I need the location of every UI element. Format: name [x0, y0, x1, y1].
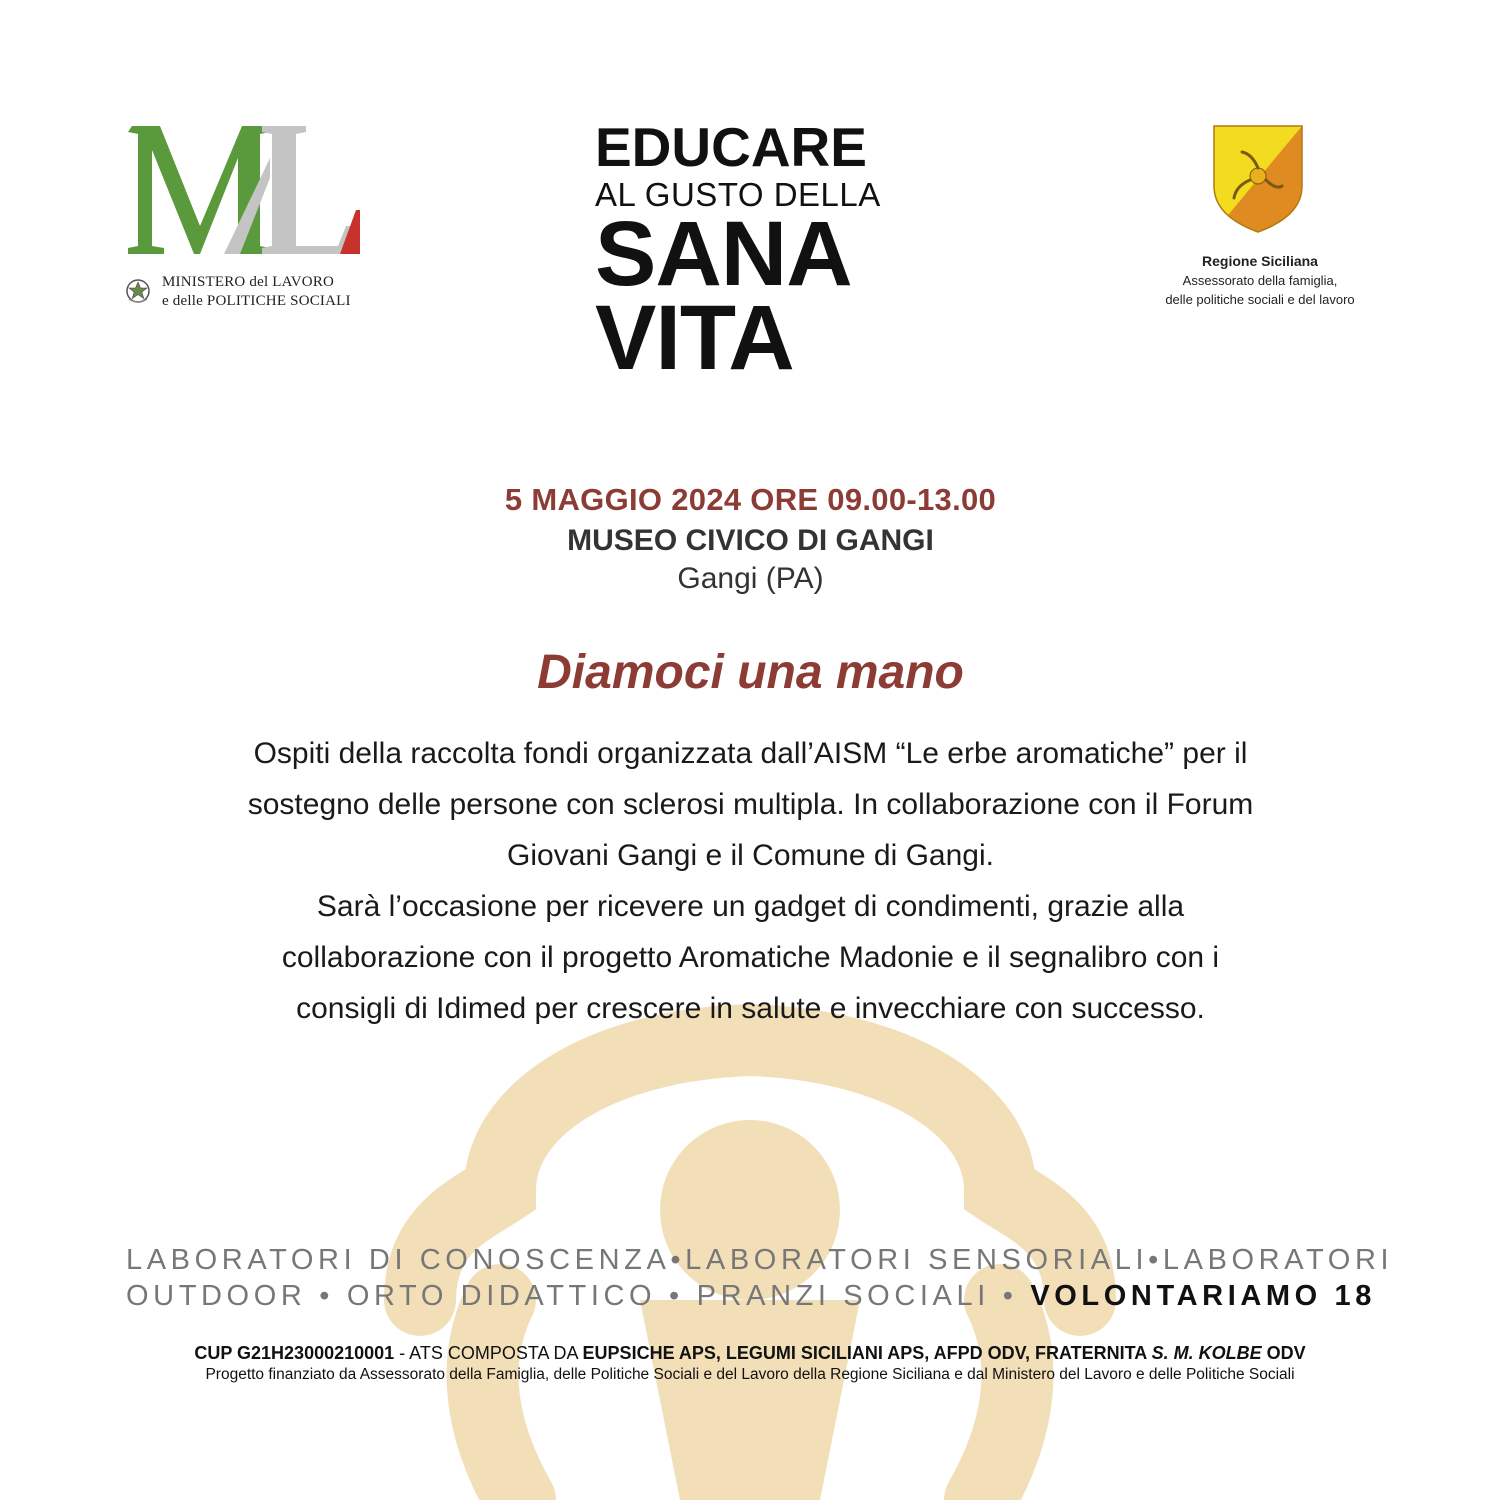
- description-line: sostegno delle persone con sclerosi multipla. In collaborazione con il Forum: [247, 788, 1254, 821]
- event-subtitle: Diamoci una mano: [537, 646, 964, 699]
- regione-line-3: delle politiche sociali e del lavoro: [1165, 292, 1355, 307]
- activity-item-highlight: VOLONTARIAMO 18: [1030, 1280, 1376, 1312]
- description-line: Sarà l’occasione per ricevere un gadget di condimenti, grazie alla: [316, 890, 1185, 923]
- regione-block: [1120, 252, 1400, 309]
- event-city: Gangi (PA): [677, 562, 824, 595]
- title-line-1: EDUCARE: [595, 116, 867, 178]
- regione-siciliana-shield-icon: [1212, 124, 1304, 234]
- activities-list: [126, 1242, 1394, 1314]
- description-line: consigli di Idimed per crescere in salute e invecchiare con successo.: [296, 992, 1205, 1025]
- description-line: collaborazione con il progetto Aromatiche Madonie e il segnalibro con i: [281, 941, 1220, 974]
- bullet-separator: •: [670, 1244, 686, 1276]
- event-info: [0, 482, 1501, 596]
- event-description: [130, 728, 1371, 1034]
- title-line-3: SANA: [595, 203, 852, 305]
- cup-code: CUP G21H23000210001: [194, 1343, 395, 1363]
- bullet-separator: •: [1148, 1244, 1163, 1276]
- title-line-4: VITA: [595, 287, 794, 389]
- italian-emblem-icon: [125, 277, 151, 305]
- ministero-block: [125, 274, 385, 314]
- ats-text: - ATS COMPOSTA DA: [394, 1343, 583, 1363]
- activity-item: LABORATORI: [1162, 1244, 1394, 1276]
- activities-row-2: [126, 1278, 1376, 1314]
- ministero-line-2: e delle POLITICHE SOCIALI: [162, 293, 351, 309]
- event-venue: MUSEO CIVICO DI GANGI: [567, 524, 934, 557]
- activity-item: ORTO DIDATTICO: [346, 1280, 657, 1312]
- bullet-separator: •: [669, 1280, 684, 1312]
- activity-item: LABORATORI DI CONOSCENZA: [126, 1244, 671, 1276]
- bullet-separator: •: [319, 1280, 335, 1312]
- ministero-ml-logo: [120, 118, 365, 263]
- activities-row-1: [126, 1242, 1394, 1278]
- project-title: [595, 116, 915, 389]
- partners: EUPSICHE APS, LEGUMI SICILIANI APS, AFPD ODV, FRATERNITA: [582, 1343, 1152, 1363]
- ministero-line-1: MINISTERO del LAVORO: [162, 274, 335, 290]
- title-line-2: AL GUSTO DELLA: [595, 176, 881, 213]
- description-line: Ospiti della raccolta fondi organizzata dall’AISM “Le erbe aromatiche” per il: [253, 737, 1248, 770]
- footer-funding-line: Progetto finanziato da Assessorato della Famiglia, delle Politiche Sociali e del Lavoro della Regione Siciliana e dal Ministero del Lavoro e delle Politiche Sociali: [205, 1366, 1295, 1383]
- regione-name: Regione Siciliana: [1202, 253, 1318, 269]
- bullet-separator: •: [1002, 1280, 1018, 1312]
- footer: [100, 1343, 1400, 1384]
- description-line: Giovani Gangi e il Comune di Gangi.: [507, 839, 994, 872]
- odv: ODV: [1261, 1343, 1306, 1363]
- regione-line-2: Assessorato della famiglia,: [1182, 273, 1338, 288]
- activity-item: PRANZI SOCIALI: [696, 1280, 990, 1312]
- activity-item: OUTDOOR: [126, 1280, 307, 1312]
- footer-cup-line: [100, 1343, 1400, 1364]
- kolbe: S. M. KOLBE: [1151, 1343, 1262, 1363]
- event-date: 5 MAGGIO 2024 ORE 09.00-13.00: [504, 482, 997, 517]
- activity-item: LABORATORI SENSORIALI: [685, 1244, 1149, 1276]
